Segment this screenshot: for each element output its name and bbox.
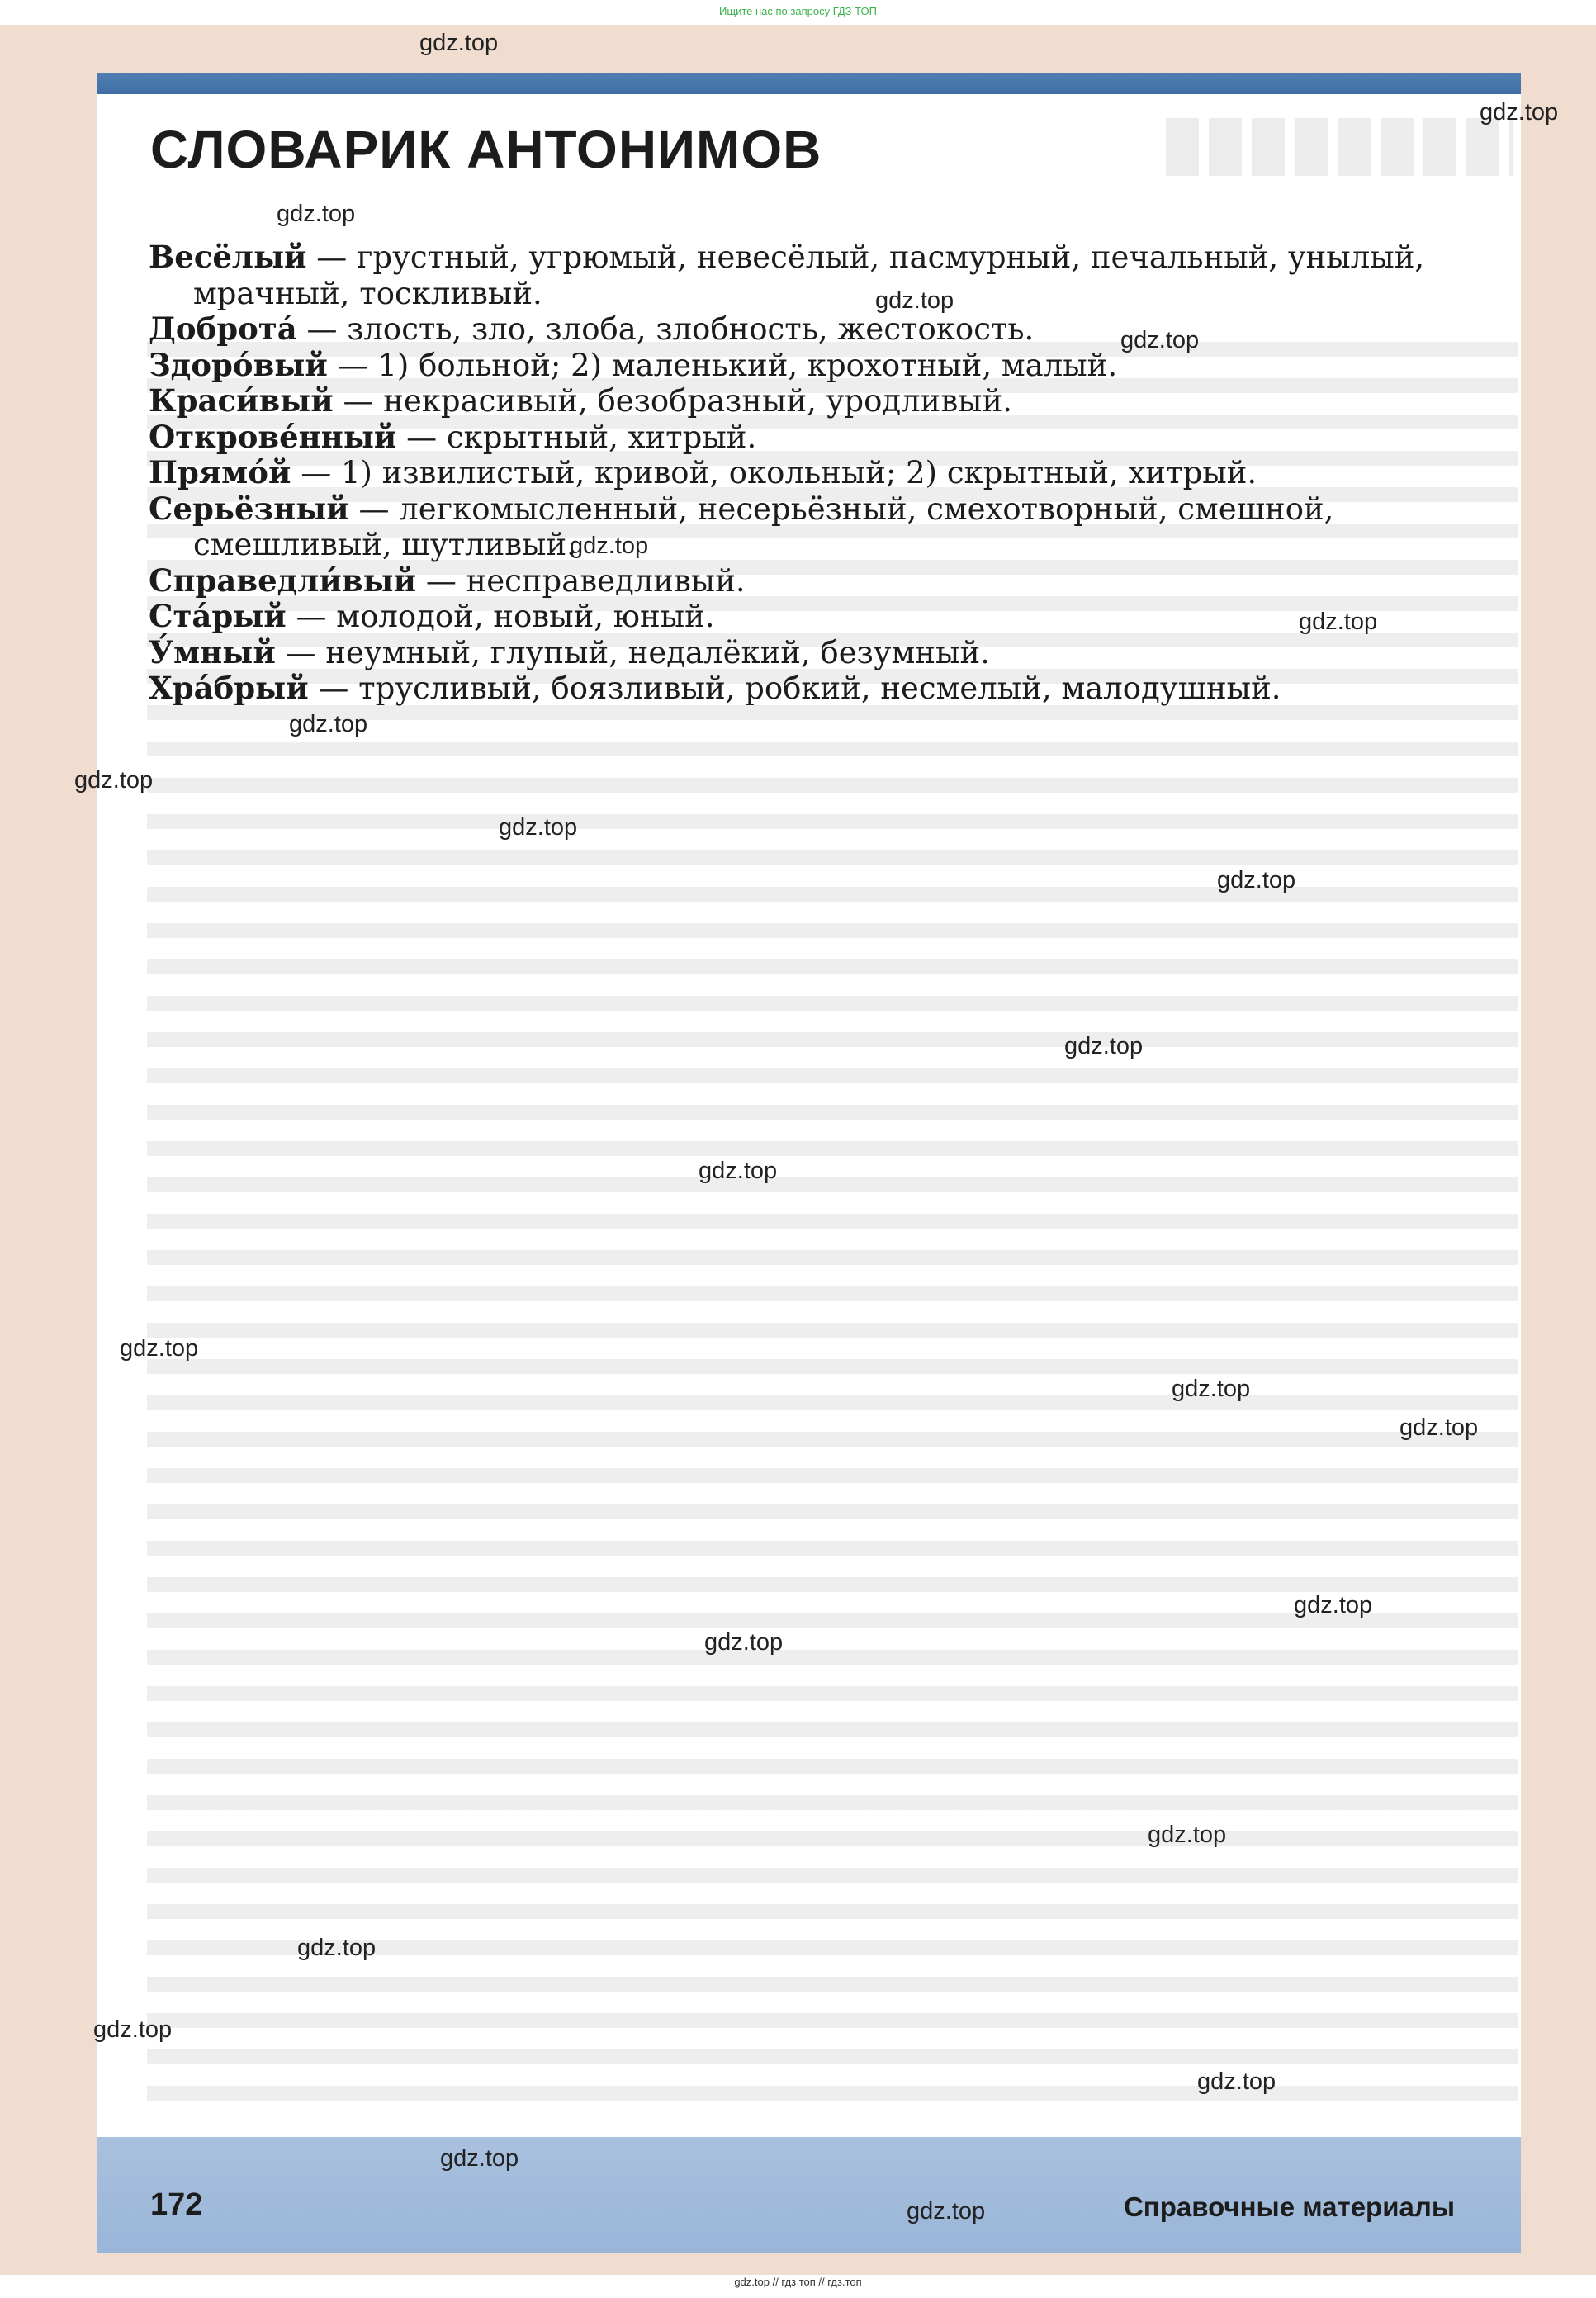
dictionary-entry [149,311,1494,348]
entry-dash: — [337,347,368,383]
watermark: gdz.top [419,30,499,56]
bleed-through-heading [1166,118,1513,176]
dictionary-entry [149,635,1494,671]
watermark: gdz.top [704,1629,784,1656]
watermark: gdz.top [1294,1592,1373,1618]
entry-headword: Открове́нный [149,418,397,455]
dictionary-entry [149,455,1494,491]
entry-antonyms: 1) больной; 2) маленький, крохотный, малый. [377,347,1118,383]
dictionary-entry [149,670,1494,707]
entry-antonyms: злость, зло, злоба, злобность, жестокость. [347,311,1035,347]
watermark: gdz.top [1172,1376,1251,1402]
watermark: gdz.top [297,1935,377,1961]
dictionary-entry [149,599,1494,635]
footer-band [97,2137,1521,2253]
watermark: gdz.top [499,814,578,841]
page-number: 172 [150,2187,203,2222]
entry-antonyms: 1) извилистый, кривой, окольный; 2) скрытный, хитрый. [340,455,1257,490]
watermark: gdz.top [93,2016,173,2043]
entry-headword: Прямо́й [149,454,291,490]
entry-antonyms: молодой, новый, юный. [336,599,715,634]
top-banner: Ищите нас по запросу ГДЗ ТОП [719,5,877,17]
entry-dash: — [343,383,374,419]
bottom-banner: gdz.top // гдз топ // гдз.топ [734,2276,862,2288]
dictionary-entry [149,348,1494,384]
entry-antonyms: некрасивый, безобразный, уродливый. [383,383,1013,419]
entry-antonyms: скрытный, хитрый. [446,419,757,455]
entry-dash: — [318,670,349,706]
watermark: gdz.top [120,1335,199,1362]
entry-dash: — [406,419,438,455]
page-title: СЛОВАРИК АНТОНИМОВ [150,120,822,179]
entry-dash: — [301,455,332,490]
watermark: gdz.top [699,1158,778,1184]
entry-antonyms: грустный, угрюмый, невесёлый, пасмурный, печальный, унылый, мрачный, тоскливый. [193,239,1425,311]
entry-headword: Краси́вый [149,382,334,419]
dictionary-entry [149,419,1494,456]
entry-antonyms: неумный, глупый, недалёкий, безумный. [325,634,990,670]
entry-headword: Доброта́ [149,310,297,347]
entry-headword: Справедли́вый [149,561,417,599]
watermark: gdz.top [440,2145,519,2172]
watermark: gdz.top [1480,99,1559,126]
watermark: gdz.top [570,533,649,559]
dictionary-entry [149,491,1494,563]
watermark: gdz.top [1299,609,1378,635]
entry-antonyms: трусливый, боязливый, робкий, несмелый, малодушный. [358,670,1281,706]
watermark: gdz.top [1197,2068,1276,2095]
dictionary-entry [149,239,1494,311]
entry-antonyms: несправедливый. [466,562,746,599]
watermark: gdz.top [1399,1414,1479,1441]
watermark: gdz.top [875,287,954,314]
watermark: gdz.top [1120,327,1200,353]
watermark: gdz.top [1217,867,1296,893]
entry-headword: Ста́рый [149,598,287,634]
antonym-dictionary [149,239,1494,707]
watermark: gdz.top [1064,1033,1144,1059]
entry-headword: Серьёзный [149,490,349,527]
header-stripe [97,73,1521,94]
watermark: gdz.top [277,201,356,227]
entry-headword: Здоро́вый [149,346,328,383]
entry-dash: — [285,634,316,670]
watermark: gdz.top [289,711,368,737]
entry-dash: — [358,490,390,527]
watermark: gdz.top [1148,1822,1227,1848]
dictionary-entry [149,563,1494,599]
textbook-page [97,73,1521,2253]
watermark: gdz.top [74,767,154,794]
entry-dash: — [316,239,348,275]
entry-dash: — [306,311,338,347]
section-name: Справочные материалы [1123,2191,1455,2222]
watermark: gdz.top [907,2198,986,2225]
dictionary-entry [149,383,1494,419]
entry-headword: Хра́брый [149,670,309,706]
entry-antonyms: легкомысленный, несерьёзный, смехотворный, смешной, смешливый, шутливый. [193,490,1334,562]
entry-dash: — [425,562,457,599]
entry-dash: — [296,599,327,634]
entry-headword: Весёлый [149,239,307,275]
entry-headword: У́мный [149,633,276,670]
